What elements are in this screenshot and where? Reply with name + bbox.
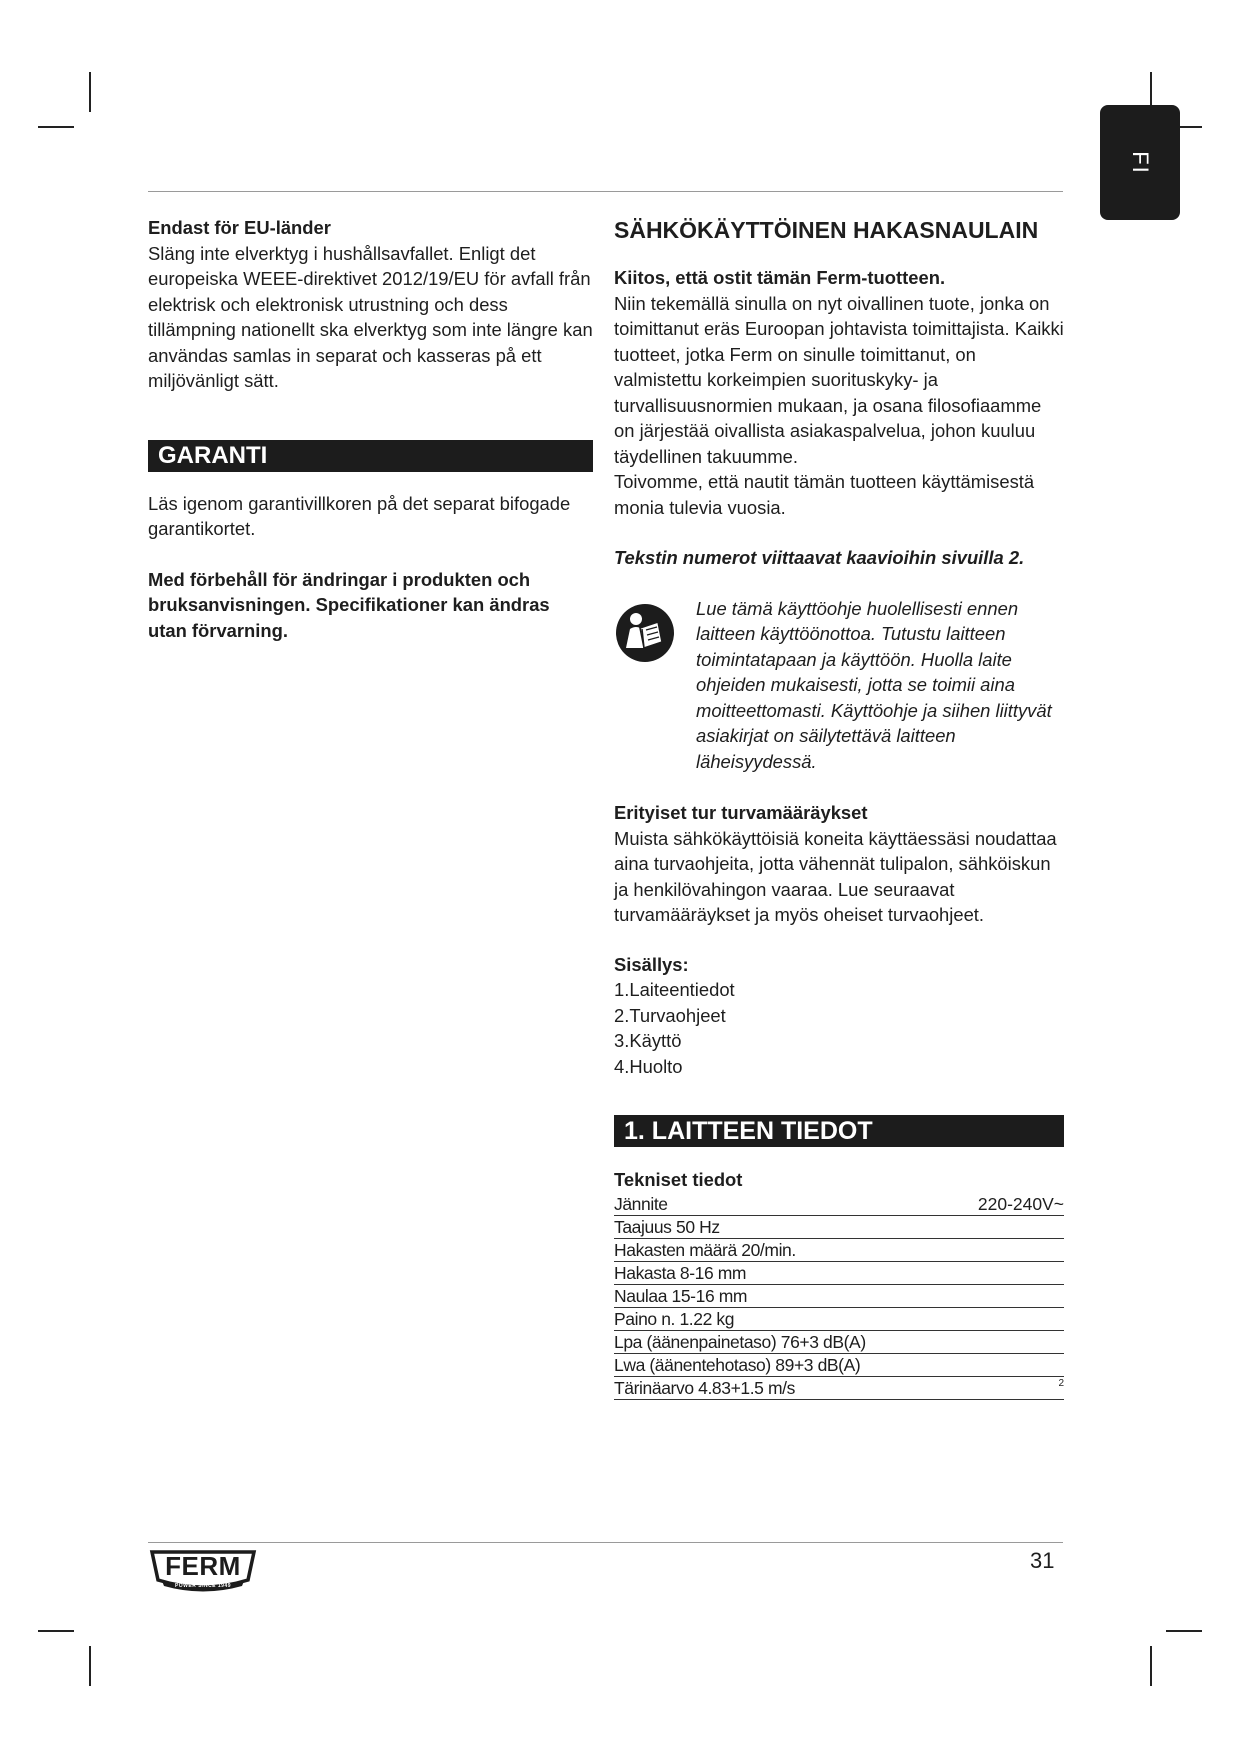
spec-row <box>614 1262 1064 1285</box>
spec-label: Hakasta 8-16 mm <box>614 1262 747 1283</box>
manual-note-row <box>614 596 1064 775</box>
garanti-heading-text: GARANTI <box>158 441 268 469</box>
spec-label: Taajuus 50 Hz <box>614 1216 720 1237</box>
thanks-heading: Kiitos, että ostit tämän Ferm-tuotteen. <box>614 267 946 288</box>
header-rule <box>148 191 1063 192</box>
crop-mark <box>1150 1646 1152 1686</box>
right-column <box>614 215 1064 1400</box>
contents-item: 2.Turvaohjeet <box>614 1004 726 1026</box>
eu-heading: Endast för EU-länder <box>148 217 331 238</box>
crop-mark <box>38 1630 74 1632</box>
language-tab-label: FI <box>1128 150 1153 175</box>
spec-label: Lwa (äänentehotaso) 89+3 dB(A) <box>614 1354 861 1375</box>
spec-value: 220-240V~ <box>977 1193 1064 1214</box>
safety-heading: Erityiset tur turvamääräykset <box>614 802 868 823</box>
contents-item: 3.Käyttö <box>614 1030 682 1051</box>
contents-item: 4.Huolto <box>614 1055 683 1077</box>
crop-mark <box>1166 1630 1202 1632</box>
spec-superscript: 2 <box>1058 1377 1064 1389</box>
crop-mark <box>89 1646 91 1686</box>
spec-row <box>614 1354 1064 1377</box>
section1-heading-text: 1. LAITTEEN TIEDOT <box>624 1117 873 1145</box>
spec-row <box>614 1308 1064 1331</box>
read-manual-icon <box>614 602 676 664</box>
thanks-body: Niin tekemällä sinulla on nyt oivallinen tuote, jonka on toimittanut eräs Euroopan johtavista toimittajista. Kaikki tuotteet, jotka Ferm on sinulle toimittanut, on valmistettu korkeimpien suorituskyky- ja turvallisuusnormien mukaan, ja osana filosofiaamme on järjestää oivallista asiakaspalvelua, johon kuuluu täydellinen takuumme. <box>614 292 1064 467</box>
spec-row <box>614 1216 1064 1239</box>
spec-row <box>614 1377 1064 1400</box>
spec-label: Paino n. 1.22 kg <box>614 1308 735 1329</box>
spec-label: Hakasten määrä 20/min. <box>614 1239 796 1260</box>
ferm-logo-tagline: POWER SINCE 1949 <box>174 1583 232 1589</box>
crop-mark <box>89 72 91 112</box>
specs-heading: Tekniset tiedot <box>614 1169 743 1190</box>
spec-label: Tärinäarvo 4.83+1.5 m/s <box>614 1377 795 1398</box>
safety-body: Muista sähkökäyttöisiä koneita käyttäessäsi noudattaa aina turvaohjeita, jotta vähennät tulipalon, sähköiskun ja henkilövahingon vaaraa. Lue seuraavat turvamääräykset ja myös oheiset turvaohjeet. <box>614 827 1057 925</box>
manual-note: Lue tämä käyttöohje huolellisesti ennen laitteen käyttöönottoa. Tutustu laitteen toimintatapaan ja käyttöön. Huolla laite ohjeiden mukaisesti, jotta se toimii aina moitteettomasti. Käyttöohje ja siihen liittyvät asiakirjat on säilytettävä laitteen läheisyydessä. <box>696 597 1052 772</box>
spec-row <box>614 1331 1064 1354</box>
left-column <box>148 215 593 643</box>
thanks-body-2: Toivomme, että nautit tämän tuotteen käyttämisestä monia tulevia vuosia. <box>614 471 1035 518</box>
product-title: SÄHKÖKÄYTTÖINEN HAKASNAULAIN <box>614 217 1039 243</box>
footer-rule <box>148 1542 1063 1543</box>
spec-label: Jännite <box>614 1193 668 1214</box>
contents-item: 1.Laiteentiedot <box>614 979 735 1000</box>
spec-row <box>614 1193 1064 1216</box>
section1-heading <box>614 1115 1064 1147</box>
contents-heading: Sisällys: <box>614 953 689 975</box>
language-tab <box>1100 105 1180 220</box>
specs-table <box>614 1193 1064 1400</box>
ferm-logo <box>148 1548 258 1601</box>
eu-body: Släng inte elverktyg i hushållsavfallet. Enligt det europeiska WEEE-direktivet 2012/19/EU för avfall från elektrisk och elektronisk utrustning och dess tillämpning nationellt ska elverktyg som inte längre kan användas samlas in separat och kasseras på ett miljövänligt sätt. <box>148 242 593 391</box>
spec-label: Naulaa 15-16 mm <box>614 1285 748 1306</box>
crop-mark <box>38 126 74 128</box>
disclaimer: Med förbehåll för ändringar i produkten och bruksanvisningen. Specifikationer kan ändras utan förvarning. <box>148 568 550 641</box>
spec-row <box>614 1239 1064 1262</box>
garanti-body: Läs igenom garantivillkoren på det separat bifogade garantikortet. <box>148 492 571 539</box>
page-number: 31 <box>1030 1548 1055 1573</box>
spec-row <box>614 1285 1064 1308</box>
ferm-logo-text: FERM <box>165 1551 241 1581</box>
spec-label: Lpa (äänenpainetaso) 76+3 dB(A) <box>614 1331 866 1352</box>
garanti-heading <box>148 440 593 472</box>
diagram-reference: Tekstin numerot viittaavat kaavioihin sivuilla 2. <box>614 547 1025 568</box>
